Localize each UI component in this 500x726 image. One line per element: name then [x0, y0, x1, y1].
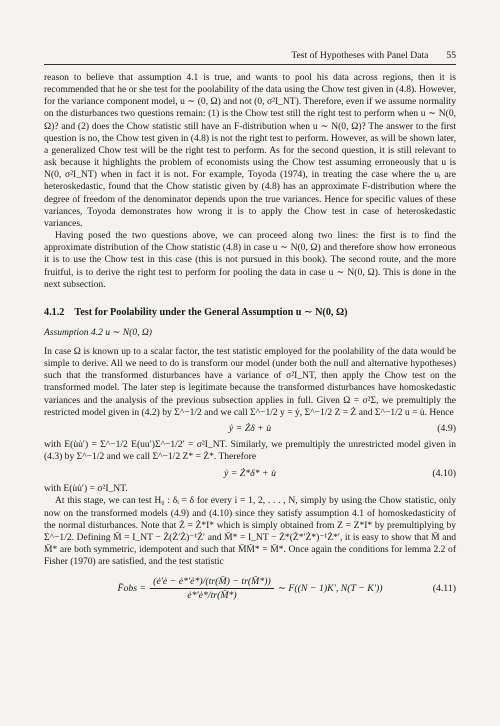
- paragraph-2: Having posed the two questions above, we can proceed along two lines: the first is to find the approximate distribution of the Chow statistic (4.8) in case u ∼ N(0, Ω) and therefore show how erroneous it is to use the Chow test in this case (this is not pursued in this book). The second route, and the more fruitful, is to derive the right test to perform for pooling the data in case u ∼ N(0, Ω). This is done in the next subsection.: [44, 230, 456, 290]
- running-head: [44, 50, 456, 65]
- paragraph-3: In case Ω is known up to a scalar factor, the test statistic employed for the poolability of the data would be simple to derive. All we need to do is transform our model (under both the null and alternative hypotheses) such that the transformed disturbances have a variance of σ²I_NT, then apply the Chow test on the transformed model. The later step is legitimate because the transformed disturbances have homoskedastic variances and the analysis of the previous subsection applies in full. Given Ω = σ²Σ, we premultiply the restricted model given in (4.2) by Σ^−1/2 and we call Σ^−1/2 y = ẏ, Σ^−1/2 Z = Ż and Σ^−1/2 u = u̇. Hence: [44, 345, 456, 418]
- page-number: 55: [446, 50, 456, 61]
- assumption-4-2: Assumption 4.2 u ∼ N(0, Ω): [44, 326, 152, 338]
- paragraph-6: At this stage, we can test H₀ : δᵢ = δ for every i = 1, 2, . . . , N, simply by using the Chow statistic, only now on the transformed models (4.9) and (4.10) since they satisfy assumption 4.1 of homoskedasticity of the normal disturbances. Note that Ż = Ż*I* which is simply obtained from Z = Z*I* by premultiplying by Σ^−1/2. Defining M̄ = I_NT − Ż(Ż′Ż)⁻¹Ż′ and M̄* = I_NT − Ż*(Ż*′Ż*)⁻¹Ż*′, it is easy to show that M̄ and M̄* are both symmetric, idempotent and such that M̄M̄* = M̄*. Once again the conditions for lemma 2.2 of Fisher (1970) are satisfied, and the test statistic: [44, 495, 456, 568]
- equation-4-11-rhs: ∼ F((N − 1)K′, N(T − K′)): [277, 582, 383, 594]
- equation-4-9: [44, 420, 456, 438]
- equation-4-11-label: (4.11): [432, 582, 456, 594]
- equation-4-10: [44, 464, 456, 482]
- section-number: 4.1.2: [44, 306, 65, 318]
- equation-4-10-expr: ẏ = Ż*δ* + u̇: [223, 467, 277, 479]
- running-head-title: Test of Hypotheses with Panel Data: [291, 50, 429, 61]
- equation-4-11-lhs: F̈obs =: [117, 582, 147, 594]
- equation-4-11: [44, 572, 456, 604]
- equation-4-10-label: (4.10): [432, 467, 456, 479]
- equation-4-9-label: (4.9): [437, 423, 456, 435]
- equation-4-11-denominator: ė*′ė*/tr(M̄*): [187, 589, 237, 601]
- page-body: [44, 72, 456, 608]
- section-title: Test for Poolability under the General Assumption u ∼ N(0, Ω): [74, 306, 348, 318]
- equation-4-11-numerator: (ė′ė − ė*′ė*)/(tr(M̄) − tr(M̄*)): [150, 576, 274, 589]
- equation-4-9-expr: ẏ = Żδ + u̇: [228, 423, 272, 435]
- paragraph-4: with E(u̇u̇′) = Σ^−1/2 E(uu′)Σ^−1/2′ = σ²I_NT. Similarly, we premultiply the unrestricted model given in (4.3) by Σ^−1/2 and we call Σ^−1/2 Z* = Ż*. Therefore: [44, 438, 456, 463]
- paragraph-1: reason to believe that assumption 4.1 is true, and wants to pool his data across regions, then it is recommended that he or she test for the poolability of the data using the Chow test given in (4.8). However, for the variance component model, u ∼ (0, Ω) and not (0, σ²I_NT). Therefore, even if we assume normality on the disturbances two questions remain: (1) is the Chow test still the right test to perform when u ∼ N(0, Ω)? and (2) does the Chow statistic still have an F-distribution when u ∼ N(0, Ω)? The answer to the first question is no, the Chow test given in (4.8) is not the right test to perform. However, as will be shown later, a generalized Chow test will be the right test to perform. As for the second question, it is still relevant to ask because it highlights the problem of economists using the Chow test assuming erroneously that u is N(0, σ²I_NT) when in fact it is not. For example, Toyoda (1974), in treating the case where the uᵢ are heteroskedastic, found that the Chow statistic given by (4.8) has an approximate F-distribution where the degree of freedom of the denominator depends upon the true variances. Hence for specific values of these variances, Toyoda demonstrates how wrong it is to apply the Chow test in case of heteroskedastic variances.: [44, 72, 456, 229]
- equation-4-11-fraction: [150, 576, 274, 601]
- section-heading: [44, 306, 456, 318]
- paragraph-5: with E(u̇u̇′) = σ²I_NT.: [44, 483, 128, 495]
